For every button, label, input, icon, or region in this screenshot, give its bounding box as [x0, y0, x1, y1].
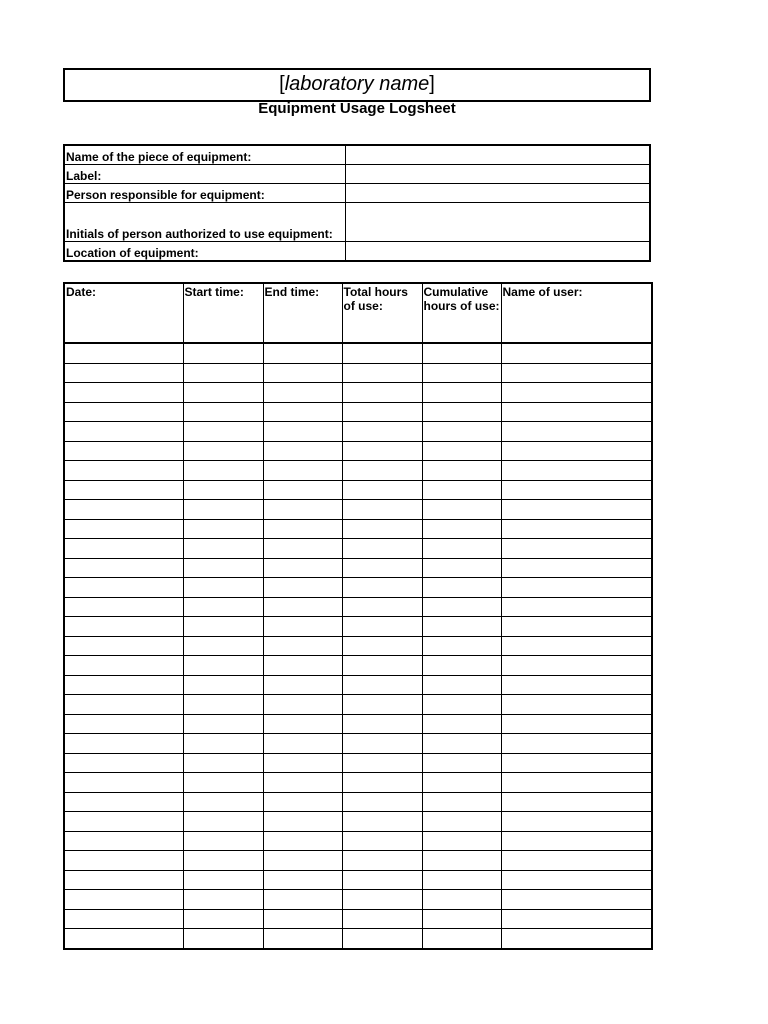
log-cell-date[interactable]: [64, 617, 183, 637]
log-cell-cumulative-hours[interactable]: [422, 851, 501, 871]
log-entry-row: [64, 422, 652, 442]
log-cell-end-time[interactable]: [263, 363, 342, 383]
log-cell-date[interactable]: [64, 363, 183, 383]
log-cell-date[interactable]: [64, 383, 183, 403]
log-cell-total-hours[interactable]: [342, 363, 422, 383]
log-cell-cumulative-hours[interactable]: [422, 578, 501, 598]
log-cell-end-time[interactable]: [263, 870, 342, 890]
log-cell-total-hours[interactable]: [342, 929, 422, 949]
log-cell-total-hours[interactable]: [342, 636, 422, 656]
log-cell-start-time[interactable]: [183, 831, 263, 851]
log-cell-end-time[interactable]: [263, 734, 342, 754]
log-cell-user-name[interactable]: [501, 539, 652, 559]
usage-log-table: [63, 282, 653, 950]
log-cell-cumulative-hours[interactable]: [422, 383, 501, 403]
log-cell-cumulative-hours[interactable]: [422, 890, 501, 910]
log-cell-start-time[interactable]: [183, 363, 263, 383]
log-cell-total-hours[interactable]: [342, 480, 422, 500]
log-cell-total-hours[interactable]: [342, 890, 422, 910]
log-cell-user-name[interactable]: [501, 402, 652, 422]
log-entry-row: [64, 734, 652, 754]
info-row-equipment-name: [64, 145, 650, 165]
info-label-equipment-name: Name of the piece of equipment:: [64, 145, 346, 165]
log-cell-date[interactable]: [64, 558, 183, 578]
log-cell-end-time[interactable]: [263, 578, 342, 598]
log-cell-end-time[interactable]: [263, 773, 342, 793]
column-header-user-name: Name of user:: [501, 283, 652, 343]
log-entry-row: [64, 617, 652, 637]
log-cell-start-time[interactable]: [183, 851, 263, 871]
log-cell-cumulative-hours[interactable]: [422, 714, 501, 734]
log-cell-user-name[interactable]: [501, 890, 652, 910]
log-cell-start-time[interactable]: [183, 890, 263, 910]
log-cell-start-time[interactable]: [183, 714, 263, 734]
page-subtitle: Equipment Usage Logsheet: [258, 100, 456, 117]
log-cell-cumulative-hours[interactable]: [422, 558, 501, 578]
log-cell-date[interactable]: [64, 461, 183, 481]
log-cell-cumulative-hours[interactable]: [422, 461, 501, 481]
log-cell-user-name[interactable]: [501, 636, 652, 656]
log-cell-total-hours[interactable]: [342, 714, 422, 734]
log-entry-row: [64, 441, 652, 461]
log-cell-date[interactable]: [64, 636, 183, 656]
log-cell-date[interactable]: [64, 675, 183, 695]
log-entry-row: [64, 870, 652, 890]
log-cell-user-name[interactable]: [501, 870, 652, 890]
log-entry-row: [64, 851, 652, 871]
log-cell-start-time[interactable]: [183, 441, 263, 461]
log-cell-user-name[interactable]: [501, 851, 652, 871]
info-value-location[interactable]: [346, 242, 651, 262]
log-cell-end-time[interactable]: [263, 422, 342, 442]
log-entry-row: [64, 636, 652, 656]
log-cell-start-time[interactable]: [183, 422, 263, 442]
info-label-authorized-initials: Initials of person authorized to use equipment:: [64, 203, 346, 242]
log-cell-end-time[interactable]: [263, 929, 342, 949]
info-label-location: Location of equipment:: [64, 242, 346, 262]
log-cell-start-time[interactable]: [183, 500, 263, 520]
log-cell-start-time[interactable]: [183, 929, 263, 949]
log-cell-user-name[interactable]: [501, 773, 652, 793]
log-cell-date[interactable]: [64, 773, 183, 793]
log-cell-date[interactable]: [64, 812, 183, 832]
log-cell-user-name[interactable]: [501, 734, 652, 754]
log-cell-end-time[interactable]: [263, 812, 342, 832]
info-label-person-responsible: Person responsible for equipment:: [64, 184, 346, 203]
info-row-location: [64, 242, 650, 262]
log-entry-row: [64, 383, 652, 403]
log-cell-total-hours[interactable]: [342, 870, 422, 890]
log-cell-start-time[interactable]: [183, 870, 263, 890]
info-value-equipment-name[interactable]: [346, 145, 651, 165]
log-cell-end-time[interactable]: [263, 480, 342, 500]
log-cell-date[interactable]: [64, 441, 183, 461]
log-cell-start-time[interactable]: [183, 383, 263, 403]
info-value-authorized-initials[interactable]: [346, 203, 651, 242]
log-cell-date[interactable]: [64, 734, 183, 754]
log-cell-end-time[interactable]: [263, 714, 342, 734]
log-cell-end-time[interactable]: [263, 909, 342, 929]
log-cell-cumulative-hours[interactable]: [422, 909, 501, 929]
log-cell-user-name[interactable]: [501, 675, 652, 695]
log-cell-user-name[interactable]: [501, 656, 652, 676]
log-cell-total-hours[interactable]: [342, 617, 422, 637]
log-entry-row: [64, 695, 652, 715]
log-cell-end-time[interactable]: [263, 831, 342, 851]
info-value-label[interactable]: [346, 165, 651, 184]
log-cell-start-time[interactable]: [183, 480, 263, 500]
log-cell-start-time[interactable]: [183, 558, 263, 578]
log-cell-start-time[interactable]: [183, 909, 263, 929]
log-cell-cumulative-hours[interactable]: [422, 792, 501, 812]
log-entry-row: [64, 500, 652, 520]
info-row-label: [64, 165, 650, 184]
log-entry-row: [64, 812, 652, 832]
log-cell-total-hours[interactable]: [342, 812, 422, 832]
log-cell-end-time[interactable]: [263, 617, 342, 637]
log-cell-cumulative-hours[interactable]: [422, 480, 501, 500]
log-cell-cumulative-hours[interactable]: [422, 773, 501, 793]
log-entry-row: [64, 519, 652, 539]
log-cell-end-time[interactable]: [263, 500, 342, 520]
log-cell-date[interactable]: [64, 597, 183, 617]
log-entry-row: [64, 343, 652, 363]
log-cell-total-hours[interactable]: [342, 402, 422, 422]
log-cell-user-name[interactable]: [501, 753, 652, 773]
log-entry-row: [64, 578, 652, 598]
log-cell-end-time[interactable]: [263, 343, 342, 363]
log-cell-date[interactable]: [64, 539, 183, 559]
log-entry-row: [64, 890, 652, 910]
info-label-label: Label:: [64, 165, 346, 184]
log-cell-cumulative-hours[interactable]: [422, 519, 501, 539]
log-cell-date[interactable]: [64, 929, 183, 949]
log-cell-user-name[interactable]: [501, 617, 652, 637]
log-cell-cumulative-hours[interactable]: [422, 539, 501, 559]
log-cell-date[interactable]: [64, 851, 183, 871]
log-cell-total-hours[interactable]: [342, 792, 422, 812]
log-cell-end-time[interactable]: [263, 519, 342, 539]
log-cell-cumulative-hours[interactable]: [422, 363, 501, 383]
log-cell-user-name[interactable]: [501, 597, 652, 617]
log-entry-row: [64, 461, 652, 481]
log-entry-row: [64, 597, 652, 617]
log-cell-end-time[interactable]: [263, 890, 342, 910]
log-cell-user-name[interactable]: [501, 695, 652, 715]
log-cell-total-hours[interactable]: [342, 383, 422, 403]
log-cell-cumulative-hours[interactable]: [422, 343, 501, 363]
log-cell-date[interactable]: [64, 909, 183, 929]
log-cell-total-hours[interactable]: [342, 461, 422, 481]
log-cell-cumulative-hours[interactable]: [422, 929, 501, 949]
log-cell-total-hours[interactable]: [342, 675, 422, 695]
log-cell-user-name[interactable]: [501, 480, 652, 500]
log-cell-cumulative-hours[interactable]: [422, 753, 501, 773]
log-cell-start-time[interactable]: [183, 539, 263, 559]
log-cell-date[interactable]: [64, 500, 183, 520]
log-cell-start-time[interactable]: [183, 812, 263, 832]
laboratory-name-title: [63, 68, 651, 102]
log-cell-total-hours[interactable]: [342, 519, 422, 539]
log-cell-total-hours[interactable]: [342, 734, 422, 754]
log-entry-row: [64, 909, 652, 929]
log-cell-start-time[interactable]: [183, 792, 263, 812]
title-lab-name: laboratory name: [284, 73, 430, 95]
log-entry-row: [64, 792, 652, 812]
log-cell-cumulative-hours[interactable]: [422, 402, 501, 422]
log-cell-total-hours[interactable]: [342, 656, 422, 676]
log-cell-start-time[interactable]: [183, 695, 263, 715]
log-cell-start-time[interactable]: [183, 636, 263, 656]
log-cell-date[interactable]: [64, 422, 183, 442]
column-header-date: Date:: [64, 283, 183, 343]
log-cell-end-time[interactable]: [263, 539, 342, 559]
log-entry-row: [64, 656, 652, 676]
log-cell-start-time[interactable]: [183, 597, 263, 617]
log-cell-start-time[interactable]: [183, 753, 263, 773]
log-cell-date[interactable]: [64, 831, 183, 851]
log-entry-row: [64, 773, 652, 793]
log-cell-start-time[interactable]: [183, 675, 263, 695]
log-entry-row: [64, 402, 652, 422]
log-cell-end-time[interactable]: [263, 383, 342, 403]
log-cell-date[interactable]: [64, 792, 183, 812]
log-cell-user-name[interactable]: [501, 461, 652, 481]
log-cell-user-name[interactable]: [501, 363, 652, 383]
equipment-info-table: [63, 144, 651, 262]
log-cell-start-time[interactable]: [183, 343, 263, 363]
log-cell-date[interactable]: [64, 714, 183, 734]
log-cell-user-name[interactable]: [501, 383, 652, 403]
log-cell-end-time[interactable]: [263, 461, 342, 481]
log-cell-total-hours[interactable]: [342, 909, 422, 929]
log-cell-date[interactable]: [64, 870, 183, 890]
log-cell-date[interactable]: [64, 402, 183, 422]
log-cell-total-hours[interactable]: [342, 597, 422, 617]
log-cell-date[interactable]: [64, 753, 183, 773]
log-entry-row: [64, 675, 652, 695]
log-entry-row: [64, 831, 652, 851]
log-entry-row: [64, 363, 652, 383]
log-cell-total-hours[interactable]: [342, 422, 422, 442]
log-cell-end-time[interactable]: [263, 792, 342, 812]
log-cell-cumulative-hours[interactable]: [422, 656, 501, 676]
log-cell-total-hours[interactable]: [342, 695, 422, 715]
log-entry-row: [64, 714, 652, 734]
log-cell-cumulative-hours[interactable]: [422, 441, 501, 461]
log-cell-date[interactable]: [64, 480, 183, 500]
log-cell-total-hours[interactable]: [342, 558, 422, 578]
log-cell-total-hours[interactable]: [342, 851, 422, 871]
title-open-bracket: [: [279, 73, 285, 95]
log-cell-cumulative-hours[interactable]: [422, 831, 501, 851]
column-header-end-time: End time:: [263, 283, 342, 343]
log-cell-cumulative-hours[interactable]: [422, 812, 501, 832]
log-cell-total-hours[interactable]: [342, 753, 422, 773]
log-cell-cumulative-hours[interactable]: [422, 870, 501, 890]
column-header-cumulative-hours: Cumulative hours of use:: [422, 283, 501, 343]
log-cell-total-hours[interactable]: [342, 773, 422, 793]
column-header-total-hours: Total hours of use:: [342, 283, 422, 343]
log-cell-user-name[interactable]: [501, 441, 652, 461]
log-cell-end-time[interactable]: [263, 558, 342, 578]
log-cell-start-time[interactable]: [183, 578, 263, 598]
log-cell-total-hours[interactable]: [342, 539, 422, 559]
log-cell-user-name[interactable]: [501, 929, 652, 949]
log-cell-date[interactable]: [64, 578, 183, 598]
log-entry-row: [64, 753, 652, 773]
log-cell-start-time[interactable]: [183, 734, 263, 754]
log-cell-cumulative-hours[interactable]: [422, 597, 501, 617]
log-cell-cumulative-hours[interactable]: [422, 617, 501, 637]
info-row-person-responsible: [64, 184, 650, 203]
log-cell-cumulative-hours[interactable]: [422, 675, 501, 695]
log-cell-end-time[interactable]: [263, 695, 342, 715]
log-cell-user-name[interactable]: [501, 343, 652, 363]
log-cell-user-name[interactable]: [501, 831, 652, 851]
log-cell-total-hours[interactable]: [342, 831, 422, 851]
log-cell-end-time[interactable]: [263, 636, 342, 656]
log-cell-user-name[interactable]: [501, 558, 652, 578]
log-cell-end-time[interactable]: [263, 402, 342, 422]
column-header-start-time: Start time:: [183, 283, 263, 343]
log-cell-start-time[interactable]: [183, 617, 263, 637]
log-cell-user-name[interactable]: [501, 422, 652, 442]
log-header-row: [64, 283, 652, 343]
log-cell-end-time[interactable]: [263, 656, 342, 676]
log-cell-user-name[interactable]: [501, 578, 652, 598]
log-cell-total-hours[interactable]: [342, 441, 422, 461]
log-cell-date[interactable]: [64, 890, 183, 910]
log-cell-date[interactable]: [64, 695, 183, 715]
log-cell-end-time[interactable]: [263, 597, 342, 617]
log-cell-user-name[interactable]: [501, 519, 652, 539]
log-cell-user-name[interactable]: [501, 500, 652, 520]
log-cell-start-time[interactable]: [183, 773, 263, 793]
log-cell-total-hours[interactable]: [342, 343, 422, 363]
log-entry-row: [64, 539, 652, 559]
log-cell-end-time[interactable]: [263, 851, 342, 871]
log-cell-cumulative-hours[interactable]: [422, 695, 501, 715]
log-cell-end-time[interactable]: [263, 753, 342, 773]
log-cell-user-name[interactable]: [501, 812, 652, 832]
log-cell-start-time[interactable]: [183, 402, 263, 422]
log-cell-date[interactable]: [64, 519, 183, 539]
log-cell-total-hours[interactable]: [342, 578, 422, 598]
log-cell-start-time[interactable]: [183, 519, 263, 539]
log-cell-cumulative-hours[interactable]: [422, 636, 501, 656]
log-entry-row: [64, 480, 652, 500]
log-cell-user-name[interactable]: [501, 714, 652, 734]
title-close-bracket: ]: [429, 73, 435, 95]
log-cell-cumulative-hours[interactable]: [422, 734, 501, 754]
log-cell-start-time[interactable]: [183, 656, 263, 676]
log-cell-date[interactable]: [64, 343, 183, 363]
log-entry-row: [64, 558, 652, 578]
log-cell-user-name[interactable]: [501, 909, 652, 929]
log-entry-row: [64, 929, 652, 949]
log-cell-date[interactable]: [64, 656, 183, 676]
log-cell-cumulative-hours[interactable]: [422, 422, 501, 442]
info-value-person-responsible[interactable]: [346, 184, 651, 203]
log-cell-user-name[interactable]: [501, 792, 652, 812]
info-row-authorized-initials: [64, 203, 650, 242]
log-cell-end-time[interactable]: [263, 441, 342, 461]
log-cell-cumulative-hours[interactable]: [422, 500, 501, 520]
log-cell-end-time[interactable]: [263, 675, 342, 695]
log-cell-total-hours[interactable]: [342, 500, 422, 520]
log-cell-start-time[interactable]: [183, 461, 263, 481]
